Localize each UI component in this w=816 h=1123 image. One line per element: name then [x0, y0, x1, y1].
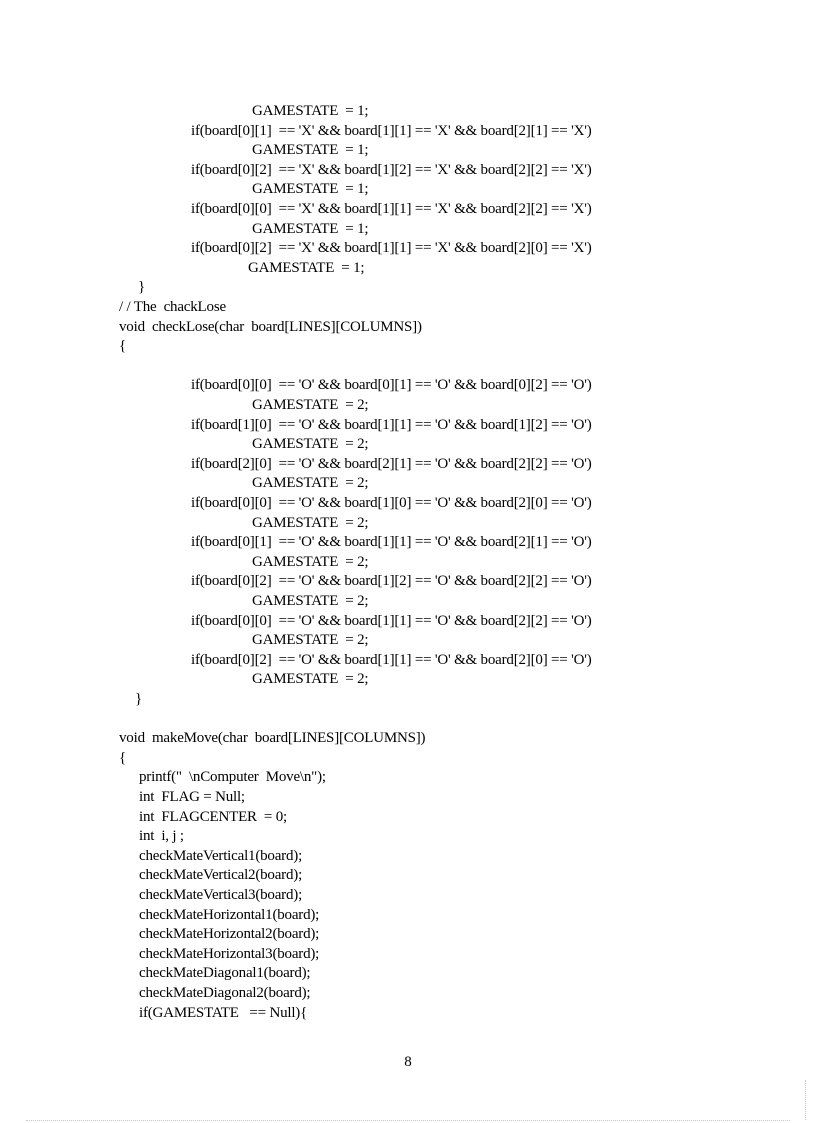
code-line: GAMESTATE = 1;	[252, 220, 369, 237]
code-line: GAMESTATE = 2;	[252, 514, 369, 531]
code-line: GAMESTATE = 2;	[252, 475, 369, 492]
code-line: if(board[0][2] == 'O' && board[1][1] == 'O' && board[2][0] == 'O')	[191, 651, 592, 668]
code-line: checkMateVertical3(board);	[139, 887, 303, 903]
code-comment: / / The chackLose	[119, 299, 226, 315]
code-line: GAMESTATE = 1;	[252, 103, 369, 119]
code-line: }	[135, 691, 142, 707]
code-line: if(board[1][0] == 'O' && board[1][1] == 'O' && board[1][2] == 'O')	[191, 416, 592, 433]
code-line: if(board[0][0] == 'O' && board[0][1] == 'O' && board[0][2] == 'O')	[191, 377, 592, 394]
code-line: GAMESTATE = 2;	[252, 671, 369, 688]
code-line: if(board[0][0] == 'O' && board[1][0] == 'O' && board[2][0] == 'O')	[191, 495, 592, 511]
code-line: printf(" \nComputer Move\n");	[139, 769, 326, 786]
page-number: 8	[404, 1054, 412, 1070]
code-line: }	[138, 279, 145, 296]
function-signature: void makeMove(char board[LINES][COLUMNS])	[119, 730, 426, 747]
code-line: GAMESTATE = 2;	[252, 632, 369, 649]
code-line: if(board[2][0] == 'O' && board[2][1] == 'O' && board[2][2] == 'O')	[191, 455, 592, 472]
code-line: checkMateVertical1(board);	[139, 847, 303, 864]
code-line: if(board[0][1] == 'X' && board[1][1] == 'X' && board[2][1] == 'X')	[191, 122, 592, 139]
code-line: checkMateHorizontal3(board);	[139, 945, 320, 962]
code-line: int i, j ;	[139, 828, 184, 845]
code-line: GAMESTATE = 1;	[252, 181, 369, 198]
code-line: if(board[0][1] == 'O' && board[1][1] == 'O' && board[2][1] == 'O')	[191, 534, 592, 551]
code-line: checkMateDiagonal1(board);	[139, 965, 311, 982]
code-line: if(board[0][2] == 'X' && board[1][2] == 'X' && board[2][2] == 'X')	[191, 161, 592, 178]
code-line: if(board[0][2] == 'X' && board[1][1] == 'X' && board[2][0] == 'X')	[191, 240, 592, 257]
code-line: {	[119, 749, 126, 766]
code-line: GAMESTATE = 2;	[252, 553, 369, 570]
function-signature: void checkLose(char board[LINES][COLUMNS])	[119, 318, 422, 335]
code-line: {	[119, 338, 126, 355]
code-line: GAMESTATE = 2;	[252, 397, 369, 413]
code-line: checkMateHorizontal1(board);	[139, 906, 320, 923]
page-right-border	[805, 1080, 806, 1120]
code-line: int FLAG = Null;	[139, 789, 245, 805]
code-line: GAMESTATE = 2;	[252, 436, 369, 453]
page-bottom-border	[26, 1120, 790, 1121]
code-line: GAMESTATE = 1;	[248, 259, 365, 276]
code-line: int FLAGCENTER = 0;	[139, 808, 288, 825]
code-line: if(board[0][2] == 'O' && board[1][2] == 'O' && board[2][2] == 'O')	[191, 573, 592, 590]
code-line: if(board[0][0] == 'O' && board[1][1] == 'O' && board[2][2] == 'O')	[191, 612, 592, 629]
code-line: checkMateHorizontal2(board);	[139, 926, 320, 943]
code-line: if(board[0][0] == 'X' && board[1][1] == 'X' && board[2][2] == 'X')	[191, 201, 592, 217]
code-line: if(GAMESTATE == Null){	[139, 1004, 308, 1021]
code-line: checkMateVertical2(board);	[139, 867, 303, 884]
code-line: GAMESTATE = 1;	[252, 142, 369, 159]
code-line: checkMateDiagonal2(board);	[139, 985, 311, 1001]
code-line: GAMESTATE = 2;	[252, 593, 369, 609]
